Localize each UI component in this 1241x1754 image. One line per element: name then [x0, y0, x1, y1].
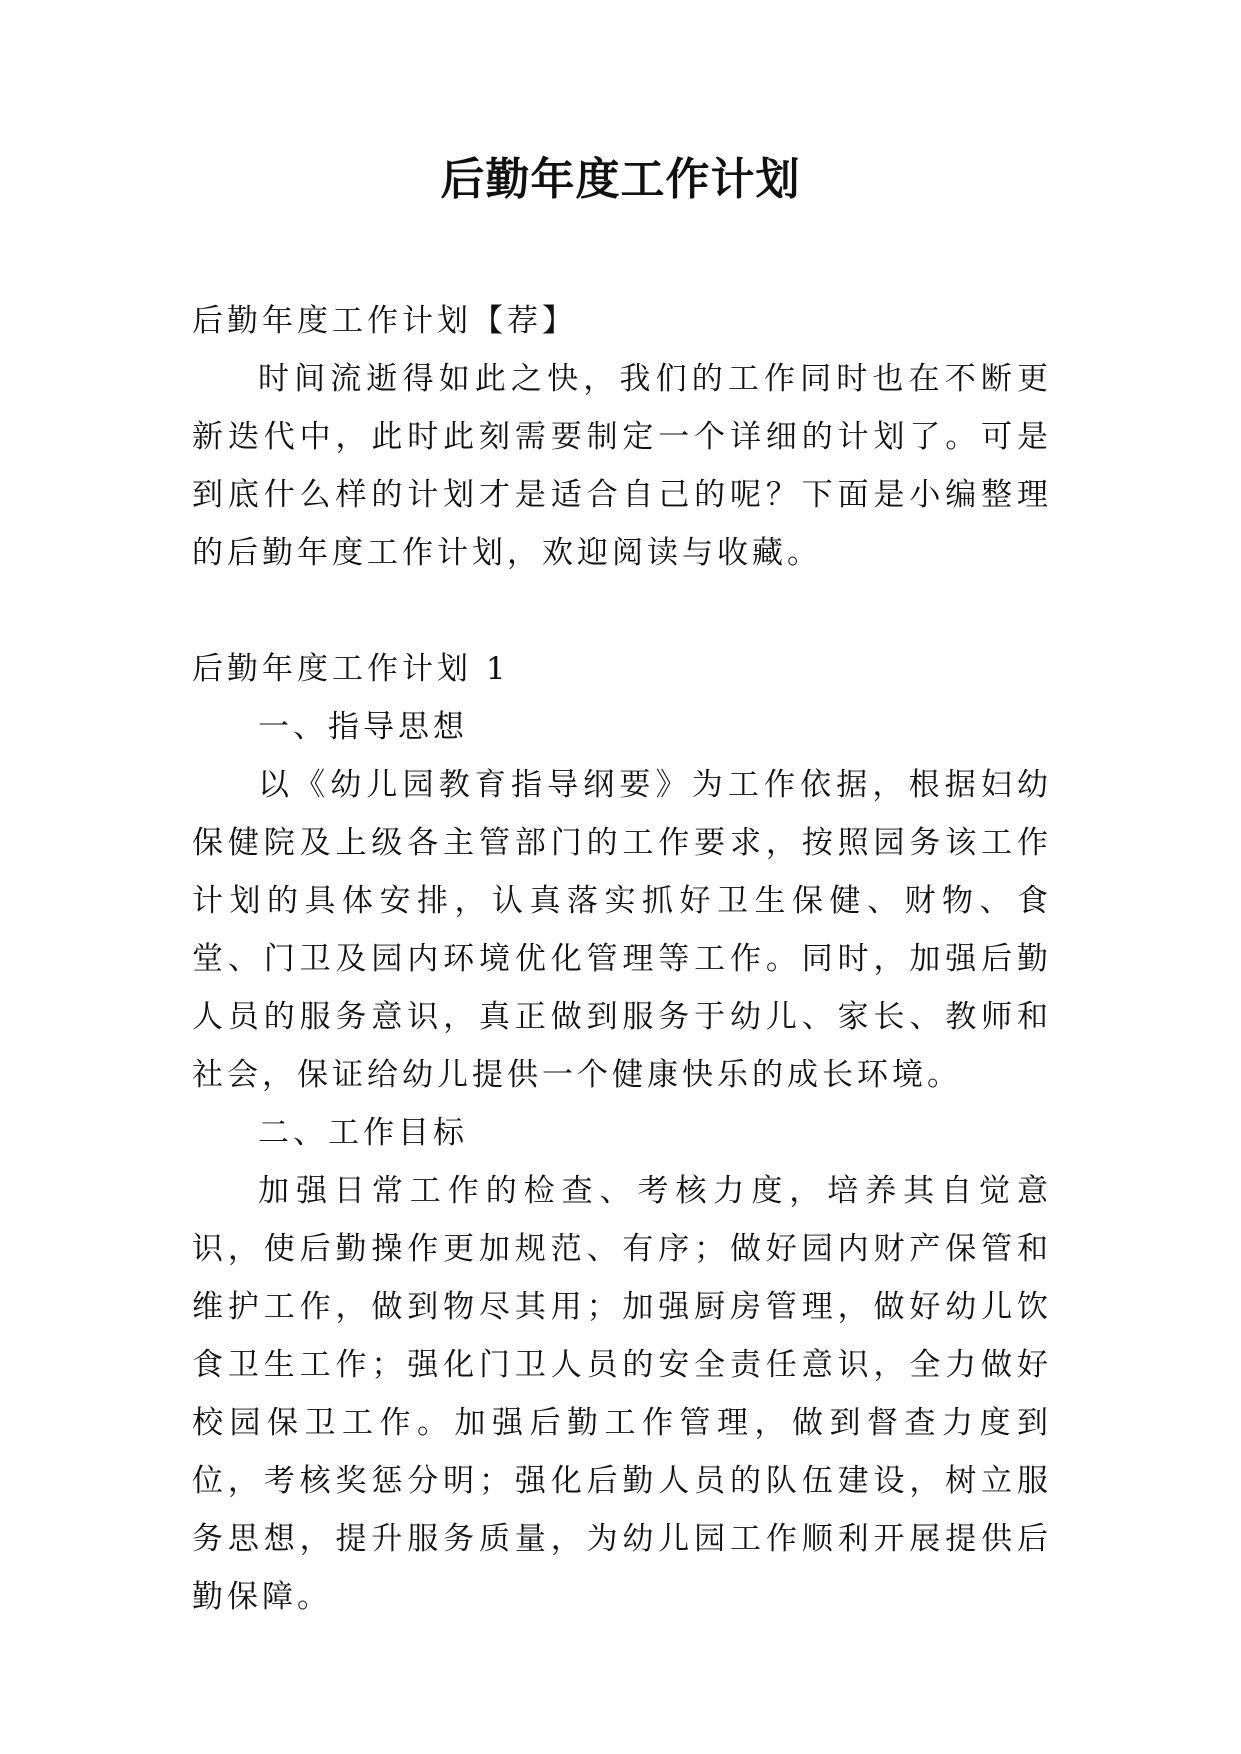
heading-guiding-thought: 一、指导思想	[258, 709, 468, 745]
document-title: 后勤年度工作计划	[440, 154, 801, 205]
document-subtitle: 后勤年度工作计划【荐】	[192, 303, 577, 339]
paragraph-gap	[192, 582, 1052, 640]
section-title: 后勤年度工作计划 1	[192, 651, 510, 687]
paragraph-guiding-thought: 以《幼儿园教育指导纲要》为工作依据，根据妇幼保健院及上级各主管部门的工作要求，按照园务该工作计划的具体安排，认真落实抓好卫生保健、财物、食堂、门卫及园内环境优化管理等工作。同时，加强后勤人员的服务意识，真正做到服务于幼儿、家长、教师和社会，保证给幼儿提供一个健康快乐的成长环境。	[192, 767, 1052, 1093]
heading-work-goals: 二、工作目标	[258, 1115, 468, 1151]
intro-paragraph: 时间流逝得如此之快，我们的工作同时也在不断更新迭代中，此时此刻需要制定一个详细的计划了。可是到底什么样的计划才是适合自己的呢？下面是小编整理的后勤年度工作计划，欢迎阅读与收藏。	[192, 361, 1052, 571]
paragraph-work-goals: 加强日常工作的检查、考核力度，培养其自觉意识，使后勤操作更加规范、有序；做好园内财产保管和维护工作，做到物尽其用；加强厨房管理，做好幼儿饮食卫生工作；强化门卫人员的安全责任意识，全力做好校园保卫工作。加强后勤工作管理，做到督查力度到位，考核奖惩分明；强化后勤人员的队伍建设，树立服务思想，提升服务质量，为幼儿园工作顺利开展提供后勤保障。	[192, 1173, 1052, 1615]
document-body	[192, 292, 1052, 1626]
